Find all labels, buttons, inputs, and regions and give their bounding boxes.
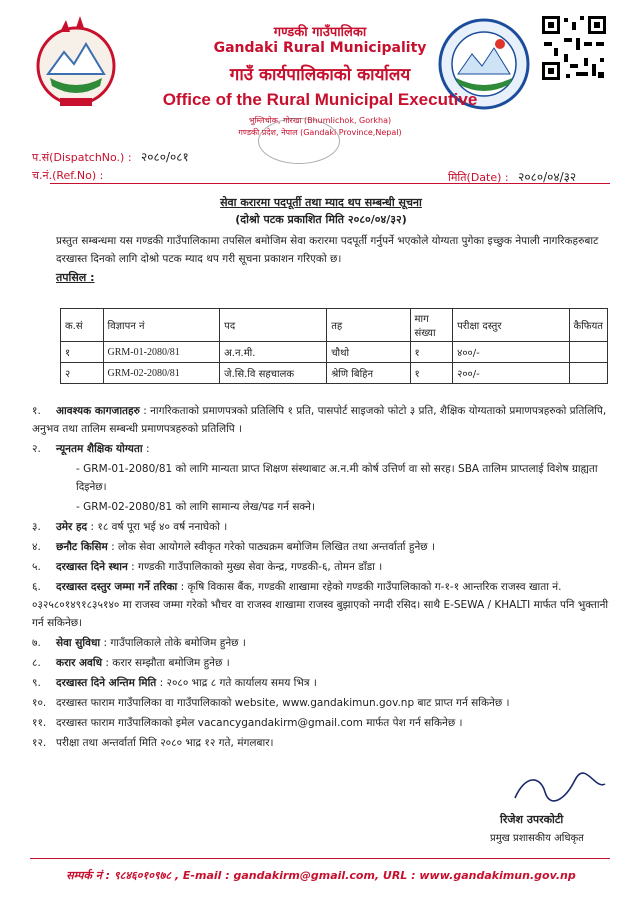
item-title: करार अवधि — [56, 657, 103, 669]
item-title: आवश्यक कागजातहरु — [56, 405, 140, 417]
office-name-nepali: गाउँ कार्यपालिकाको कार्यालय — [229, 65, 411, 85]
table-cell: जे.सि.वि सहचालक — [220, 363, 327, 384]
table-cell — [569, 342, 607, 363]
qr-code — [540, 14, 608, 82]
qualification-item: - GRM-02-2080/81 को लागि सामान्य लेख/पढ गर्न सक्ने। — [76, 501, 315, 513]
ref-label: च.नं.(Ref.No) : — [32, 169, 104, 182]
table-cell: अ.न.मी. — [220, 342, 327, 363]
item-title: छनौट किसिम — [56, 541, 108, 553]
header-divider — [50, 183, 610, 184]
item-text: : नागरिकताको प्रमाणपत्रको प्रतिलिपि १ प्रति, पासपोर्ट साइजको फोटो ३ प्रति, शैक्षिक योग्यताको प्रमाणपत्रहरुको प्रतिलिपि, अनुभव तथा तालिम सम्बन्धी प्रमाणपत्रहरुको प्रतिलिपि । — [32, 405, 607, 435]
item-text: दरखास्त फाराम गाउँपालिकाको इमेल vacancygandakirm@gmail.com मार्फत पेश गर्न सकिनेछ । — [56, 717, 463, 729]
table-header-row — [61, 309, 608, 342]
org-name-nepali: गण्डकी गाउँपालिका — [273, 25, 367, 40]
notice-title: सेवा करारमा पदपूर्ती तथा म्याद थप सम्बन्धी सूचना — [220, 196, 422, 209]
office-stamp — [258, 118, 340, 164]
list-item — [32, 694, 617, 712]
item-text: : गण्डकी गाउँपालिकाको मुख्य सेवा केन्द्र, गण्डकी-६, तोमन डाँडा । — [131, 561, 383, 573]
table-header: परीक्षा दस्तुर — [453, 309, 569, 342]
table-cell: १ — [410, 363, 453, 384]
item-number: १०. — [32, 697, 47, 709]
notice-intro: प्रस्तुत सम्बन्धमा यस गण्डकी गाउँपालिकामा तपसिल बमोजिम सेवा करारमा पदपूर्ती गर्नुपर्ने भएकोले योग्यता पुगेका इच्छुक नेपाली नागरिकहरुबाट दरखास्त दिनको लागि दोश्रो पटक म्याद थप गरी सूचना प्रकाशन गरिएको छ। — [56, 235, 599, 265]
dispatch-value: २०८०/०८१ — [141, 150, 189, 164]
table-cell: GRM-02-2080/81 — [103, 363, 220, 384]
item-number: २. — [32, 443, 41, 455]
item-number: ७. — [32, 637, 41, 649]
ref-number — [32, 168, 103, 183]
table-cell: २ — [61, 363, 104, 384]
item-number: १. — [32, 405, 41, 417]
item-number: ३. — [32, 521, 41, 533]
item-text: : १८ वर्ष पूरा भई ४० वर्ष ननाघेको । — [90, 521, 228, 533]
dispatch-label: प.सं(DispatchNo.) : — [32, 151, 132, 164]
item-number: ९. — [32, 677, 41, 689]
notice-items — [32, 402, 617, 754]
table-row — [61, 342, 608, 363]
list-item — [32, 734, 617, 752]
item-text: परीक्षा तथा अन्तर्वार्ता मिति २०८० भाद्र १२ गते, मंगलबार। — [56, 737, 274, 749]
table-header: पद — [220, 309, 327, 342]
item-text: : लोक सेवा आयोगले स्वीकृत गरेको पाठ्यक्रम बमोजिम लिखित तथा अन्तर्वार्ता हुनेछ । — [111, 541, 435, 553]
table-cell: ४००/- — [453, 342, 569, 363]
date-value: २०८०/०४/३२ — [518, 170, 577, 184]
item-title: दरखास्त दस्तुर जम्मा गर्ने तरिका — [56, 581, 178, 593]
table-header: माग संख्या — [410, 309, 453, 342]
table-header: तह — [327, 309, 410, 342]
table-cell: श्रेणि बिहिन — [327, 363, 410, 384]
qualification-text: GRM-01-2080/81 को लागि मान्यता प्राप्त शिक्षण संस्थाबाट अ.न.मी कोर्ष उत्तिर्ण वा सो सरह। SBA तालिम प्राप्तलाई विशेष ग्राह्यता दिइनेछ। — [76, 463, 598, 493]
item-title: सेवा सुविधा — [56, 637, 101, 649]
table-cell: GRM-01-2080/81 — [103, 342, 220, 363]
signer-name: रिजेश उपरकोटी — [500, 813, 564, 826]
table-cell: चौथो — [327, 342, 410, 363]
item-title: उमेर हद — [56, 521, 88, 533]
table-header: कैफियत — [569, 309, 607, 342]
item-number: ५. — [32, 561, 41, 573]
list-item — [32, 518, 617, 536]
date-label: मिति(Date) : — [448, 171, 509, 184]
dispatch-number — [32, 148, 189, 165]
item-title: दरखास्त दिने स्थान — [56, 561, 128, 573]
table-cell: १ — [61, 342, 104, 363]
item-title: न्यूनतम शैक्षिक योग्यता — [56, 443, 143, 455]
list-item — [32, 558, 617, 576]
footer-divider — [30, 858, 610, 859]
item-text: : करार सम्झौता बमोजिम हुनेछ । — [105, 657, 230, 669]
tapsil-heading: तपसिल : — [56, 271, 95, 284]
item-text: : — [145, 443, 150, 455]
list-item — [32, 674, 617, 692]
org-name-english: Gandaki Rural Municipality — [213, 40, 427, 56]
office-name-english: Office of the Rural Municipal Executive — [162, 90, 478, 109]
item-text: दरखास्त फाराम गाउँपालिका वा गाउँपालिकाको website, www.gandakimun.gov.np बाट प्राप्त गर्न सकिनेछ । — [56, 697, 510, 709]
vacancy-table — [60, 308, 608, 384]
table-cell: २००/- — [453, 363, 569, 384]
list-item — [32, 714, 617, 732]
list-item — [32, 654, 617, 672]
address-line: भुम्लिचोक, गोरखा (Bhumlichok, Gorkha) — [248, 116, 392, 125]
list-item — [32, 578, 617, 632]
table-cell: १ — [410, 342, 453, 363]
list-item — [32, 440, 617, 458]
item-text: : कृषि विकास बैंक, गण्डकी शाखामा रहेको गण्डकी गाउँपालिकाको ग-१-१ आन्तरिक राजस्व खाता नं. ०३२५८०१४९१८३५१४० मा राजस्व जम्मा गरेको भौचर वा राजस्व शाखामा राजस्व बुझाएको नगदी रसिद। साथै E-SEWA / KHALTI मार्फत पनि भुक्तानी गर्न सकिनेछ। — [32, 581, 609, 629]
province-line: गण्डकी प्रदेश, नेपाल (Gandaki Province,Nepal) — [238, 128, 402, 137]
item-number: ६. — [32, 581, 41, 593]
item-text: : २०८० भाद्र ८ गते कार्यालय समय भित्र । — [159, 677, 317, 689]
item-number: ८. — [32, 657, 41, 669]
qualification-text: GRM-02-2080/81 को लागि सामान्य लेख/पढ गर्न सक्ने। — [83, 501, 315, 513]
footer-contact: सम्पर्क नं : ९८४६०१०९७८ , E-mail : gandakirm@gmail.com, URL : www.gandakimun.gov.np — [66, 869, 576, 882]
signature-scribble — [505, 770, 615, 806]
item-text: : गाउँपालिकाले तोके बमोजिम हुनेछ । — [103, 637, 246, 649]
qualification-item: - GRM-01-2080/81 को लागि मान्यता प्राप्त शिक्षण संस्थाबाट अ.न.मी कोर्ष उत्तिर्ण वा सो सरह। SBA तालिम प्राप्तलाई विशेष ग्राह्यता दिइनेछ। — [76, 463, 598, 493]
table-header: क.सं — [61, 309, 104, 342]
list-item — [32, 634, 617, 652]
item-number: १२. — [32, 737, 47, 749]
table-header: विज्ञापन नं — [103, 309, 220, 342]
list-item — [32, 402, 617, 438]
municipality-emblem-logo — [30, 14, 122, 114]
item-number: ४. — [32, 541, 41, 553]
table-cell — [569, 363, 607, 384]
list-item — [32, 538, 617, 556]
item-number: ११. — [32, 717, 47, 729]
signer-designation: प्रमुख प्रशासकीय अधिकृत — [490, 833, 584, 844]
item-title: दरखास्त दिने अन्तिम मिति — [56, 677, 157, 689]
notice-subtitle: (दोश्रो पटक प्रकाशित मिति २०८०/०४/३२) — [235, 213, 407, 226]
table-row — [61, 363, 608, 384]
